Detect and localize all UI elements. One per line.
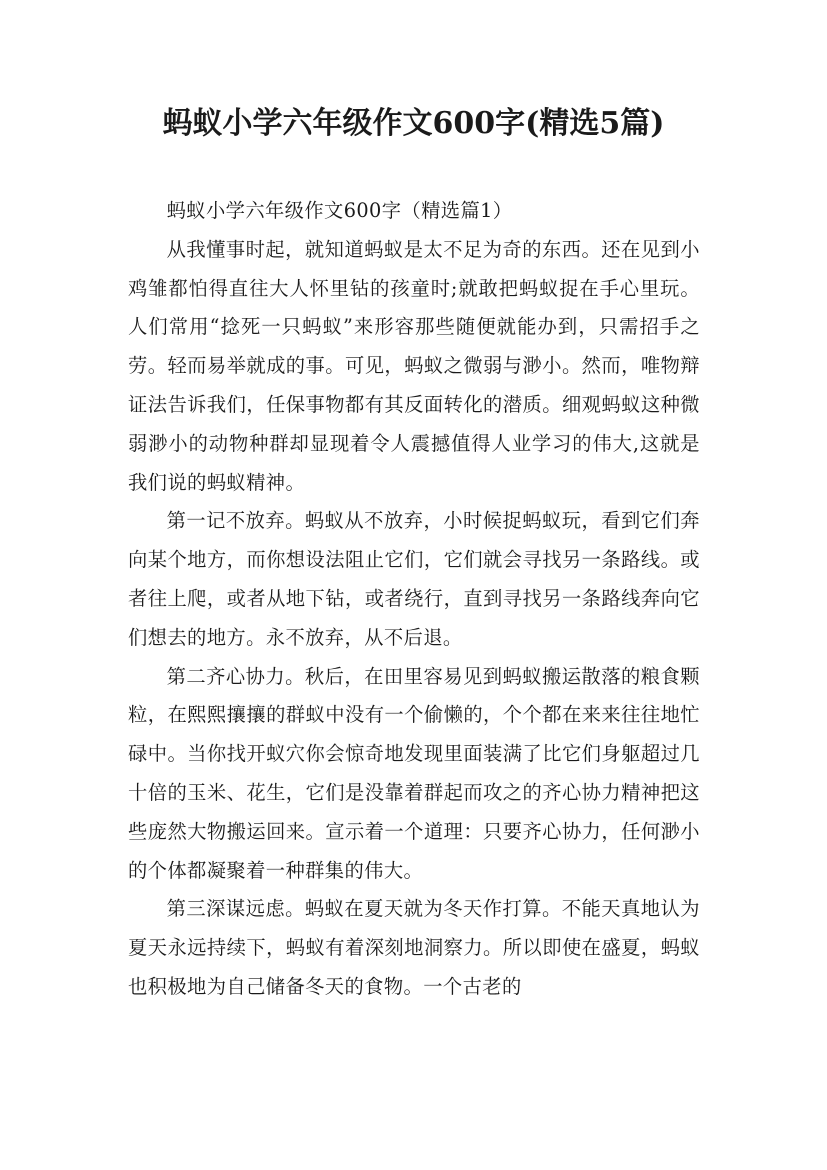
document-body — [128, 192, 700, 1007]
paragraph: 第二齐心协力。秋后，在田里容易见到蚂蚁搬运散落的粮食颗粒，在熙熙攘攘的群蚁中没有一个偷懒的，个个都在来来往往地忙碌中。当你找开蚁穴你会惊奇地发现里面装满了比它们身躯超过几十倍的玉米、花生，它们是没靠着群起而攻之的齐心协力精神把这些庞然大物搬运回来。宣示着一个道理：只要齐心协力，任何渺小的个体都凝聚着一种群集的伟大。 — [128, 664, 700, 882]
paragraph: 第一记不放弃。蚂蚁从不放弃，小时候捉蚂蚁玩，看到它们奔向某个地方，而你想设法阻止它们，它们就会寻找另一条路线。或者往上爬，或者从地下钻，或者绕行，直到寻找另一条路线奔向它们想去的地方。永不放弃，从不后退。 — [128, 509, 700, 649]
section-subtitle: 蚂蚁小学六年级作文600字（精选篇1） — [166, 199, 513, 222]
document-title: 蚂蚁小学六年级作文600字(精选5篇) — [162, 106, 665, 141]
paragraph: 从我懂事时起，就知道蚂蚁是太不足为奇的东西。还在见到小鸡雏都怕得直往大人怀里钻的孩童时;就敢把蚂蚁捉在手心里玩。人们常用“捻死一只蚂蚁”来形容那些随便就能办到，只需招手之劳。轻而易举就成的事。可见，蚂蚁之微弱与渺小。然而，唯物辩证法告诉我们，任保事物都有其反面转化的潜质。细观蚂蚁这种微弱渺小的动物种群却显现着令人震撼值得人业学习的伟大,这就是我们说的蚂蚁精神。 — [128, 237, 700, 494]
paragraph: 第三深谋远虑。蚂蚁在夏天就为冬天作打算。不能天真地认为夏天永远持续下，蚂蚁有着深刻地洞察力。所以即使在盛夏，蚂蚁也积极地为自己储备冬天的食物。一个古老的 — [128, 897, 700, 998]
